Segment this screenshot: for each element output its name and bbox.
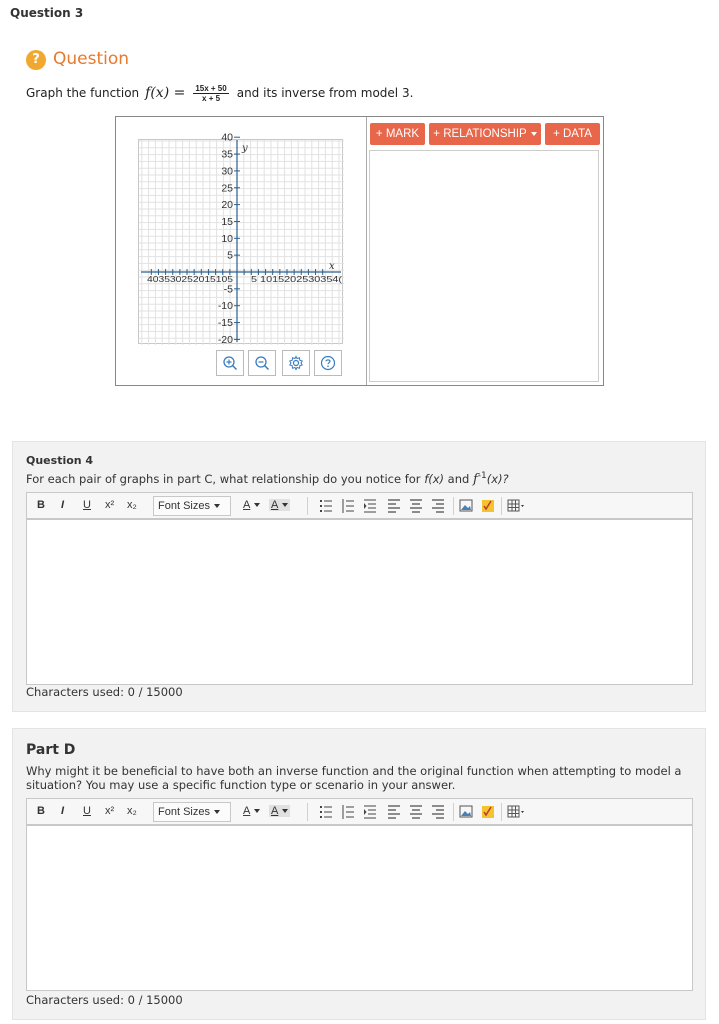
- help-icon: [320, 355, 336, 371]
- part-d-editor-toolbar: [26, 798, 693, 825]
- indent-icon[interactable]: [363, 497, 377, 515]
- graph-settings-button[interactable]: [282, 350, 310, 376]
- y-tick-label: 40: [221, 131, 233, 144]
- chevron-down-icon: [531, 132, 537, 136]
- y-tick-label: -5: [223, 283, 233, 296]
- font-sizes-select[interactable]: [153, 802, 231, 822]
- question-4-prompt: [26, 469, 686, 487]
- chevron-down-icon: [282, 503, 288, 507]
- part-d-prompt-line-1: Why might it be beneficial to have both an inverse function and the original function when attempting to model a: [26, 764, 682, 778]
- q4-editor-toolbar: [26, 492, 693, 519]
- part-d-character-count: Characters used: 0 / 15000: [26, 993, 183, 1007]
- part-d-prompt-line-2: situation? You may use a specific function type or scenario in your answer.: [26, 778, 456, 792]
- question-3-heading: Question 3: [10, 6, 84, 20]
- chevron-down-icon: [254, 809, 260, 813]
- q4-finv-sup: -1: [477, 471, 487, 481]
- italic-button[interactable]: I: [61, 499, 65, 511]
- zoom-in-icon: [222, 355, 238, 371]
- table-icon[interactable]: [507, 497, 527, 515]
- bold-button[interactable]: B: [37, 805, 45, 817]
- question-4-heading: Question 4: [26, 454, 94, 467]
- function-lhs: f(x) =: [145, 85, 186, 101]
- background-color-button[interactable]: [269, 499, 290, 511]
- numbered-list-icon[interactable]: [341, 497, 355, 515]
- q4-character-count: Characters used: 0 / 15000: [26, 685, 183, 699]
- underline-button[interactable]: U: [83, 499, 91, 511]
- graph-help-button[interactable]: [314, 350, 342, 376]
- bullet-list-icon[interactable]: [319, 803, 333, 821]
- function-fraction: [193, 84, 228, 103]
- zoom-out-button[interactable]: [248, 350, 276, 376]
- bullet-list-icon[interactable]: [319, 497, 333, 515]
- toolbar-divider: [453, 497, 454, 515]
- question-help-icon: ?: [26, 50, 46, 70]
- y-axis-label: y: [242, 143, 248, 154]
- equation-icon[interactable]: [481, 803, 495, 821]
- align-right-icon[interactable]: [431, 803, 445, 821]
- font-sizes-select[interactable]: [153, 496, 231, 516]
- q4-prompt-start: For each pair of graphs in part C, what relationship do you notice for: [26, 471, 425, 486]
- y-tick-label: -10: [217, 300, 233, 313]
- question-prompt: [26, 81, 413, 105]
- bold-button[interactable]: B: [37, 499, 45, 511]
- font-color-button[interactable]: [243, 499, 260, 511]
- chevron-down-icon: [214, 504, 220, 508]
- align-left-icon[interactable]: [387, 803, 401, 821]
- align-right-icon[interactable]: [431, 497, 445, 515]
- chevron-down-icon: [282, 809, 288, 813]
- align-left-icon[interactable]: [387, 497, 401, 515]
- add-data-button[interactable]: + DATA: [545, 123, 600, 145]
- underline-button[interactable]: U: [83, 805, 91, 817]
- font-sizes-label: Font Sizes: [158, 500, 210, 512]
- equation-icon[interactable]: [481, 497, 495, 515]
- part-d-heading: Part D: [26, 742, 76, 758]
- toolbar-divider: [453, 803, 454, 821]
- y-tick-label: 15: [221, 215, 233, 228]
- toolbar-divider: [501, 803, 502, 821]
- prompt-tail: and its inverse from model 3.: [236, 86, 414, 100]
- fraction-denominator: x + 5: [202, 93, 221, 103]
- bg-color-label: A: [271, 805, 279, 817]
- chevron-down-icon: [214, 810, 220, 814]
- y-tick-label: 20: [221, 199, 233, 212]
- y-tick-label: 25: [221, 182, 233, 195]
- font-color-label: A: [243, 805, 251, 817]
- font-color-button[interactable]: [243, 805, 260, 817]
- add-relationship-label: + RELATIONSHIP: [433, 128, 527, 140]
- graph-canvas[interactable]: [139, 131, 344, 346]
- q4-finv: f: [472, 471, 478, 487]
- image-icon[interactable]: [459, 803, 473, 821]
- prompt-lead: Graph the function: [26, 86, 140, 100]
- gear-icon: [288, 355, 304, 371]
- align-center-icon[interactable]: [409, 803, 423, 821]
- toolbar-divider: [307, 497, 308, 515]
- image-icon[interactable]: [459, 497, 473, 515]
- toolbar-divider: [501, 497, 502, 515]
- font-color-label: A: [243, 499, 251, 511]
- x-tick-labels-positive: 5 1015202530354(: [251, 275, 343, 284]
- toolbar-divider: [307, 803, 308, 821]
- question-title: Question: [53, 49, 130, 69]
- table-icon[interactable]: [507, 803, 527, 821]
- chevron-down-icon: [254, 503, 260, 507]
- subscript-button[interactable]: x₂: [127, 499, 137, 511]
- align-center-icon[interactable]: [409, 497, 423, 515]
- part-d-answer-editor[interactable]: [26, 825, 693, 991]
- graphing-tool: [115, 116, 604, 386]
- y-tick-label: 30: [221, 165, 233, 178]
- superscript-button[interactable]: x²: [105, 805, 115, 817]
- part-d-panel: [12, 728, 706, 1020]
- superscript-button[interactable]: x²: [105, 499, 115, 511]
- italic-button[interactable]: I: [61, 805, 65, 817]
- add-mark-button[interactable]: + MARK: [370, 123, 425, 145]
- question-4-panel: [12, 441, 706, 712]
- x-tick-labels-negative: 403530252015105: [147, 275, 234, 284]
- graph-plot-area[interactable]: [138, 131, 343, 346]
- indent-icon[interactable]: [363, 803, 377, 821]
- add-relationship-button[interactable]: [429, 123, 541, 145]
- zoom-out-icon: [254, 355, 270, 371]
- subscript-button[interactable]: x₂: [127, 805, 137, 817]
- q4-fx: f(x): [424, 471, 445, 486]
- q4-finv-arg: (x)?: [486, 471, 509, 486]
- bg-color-label: A: [271, 499, 279, 511]
- font-sizes-label: Font Sizes: [158, 806, 210, 818]
- y-tick-label: 35: [221, 148, 233, 161]
- graph-objects-list: [369, 150, 599, 382]
- y-tick-label: -15: [217, 317, 233, 330]
- background-color-button[interactable]: [269, 805, 290, 817]
- fraction-numerator: 15x + 50: [195, 83, 227, 93]
- zoom-in-button[interactable]: [216, 350, 244, 376]
- numbered-list-icon[interactable]: [341, 803, 355, 821]
- y-tick-label: -20: [217, 333, 233, 346]
- q4-answer-editor[interactable]: [26, 519, 693, 685]
- graph-side-panel: [366, 117, 604, 385]
- y-tick-label: 10: [221, 232, 233, 245]
- q4-and: and: [444, 471, 473, 486]
- y-tick-label: 5: [227, 249, 233, 262]
- x-axis-label: x: [329, 261, 335, 272]
